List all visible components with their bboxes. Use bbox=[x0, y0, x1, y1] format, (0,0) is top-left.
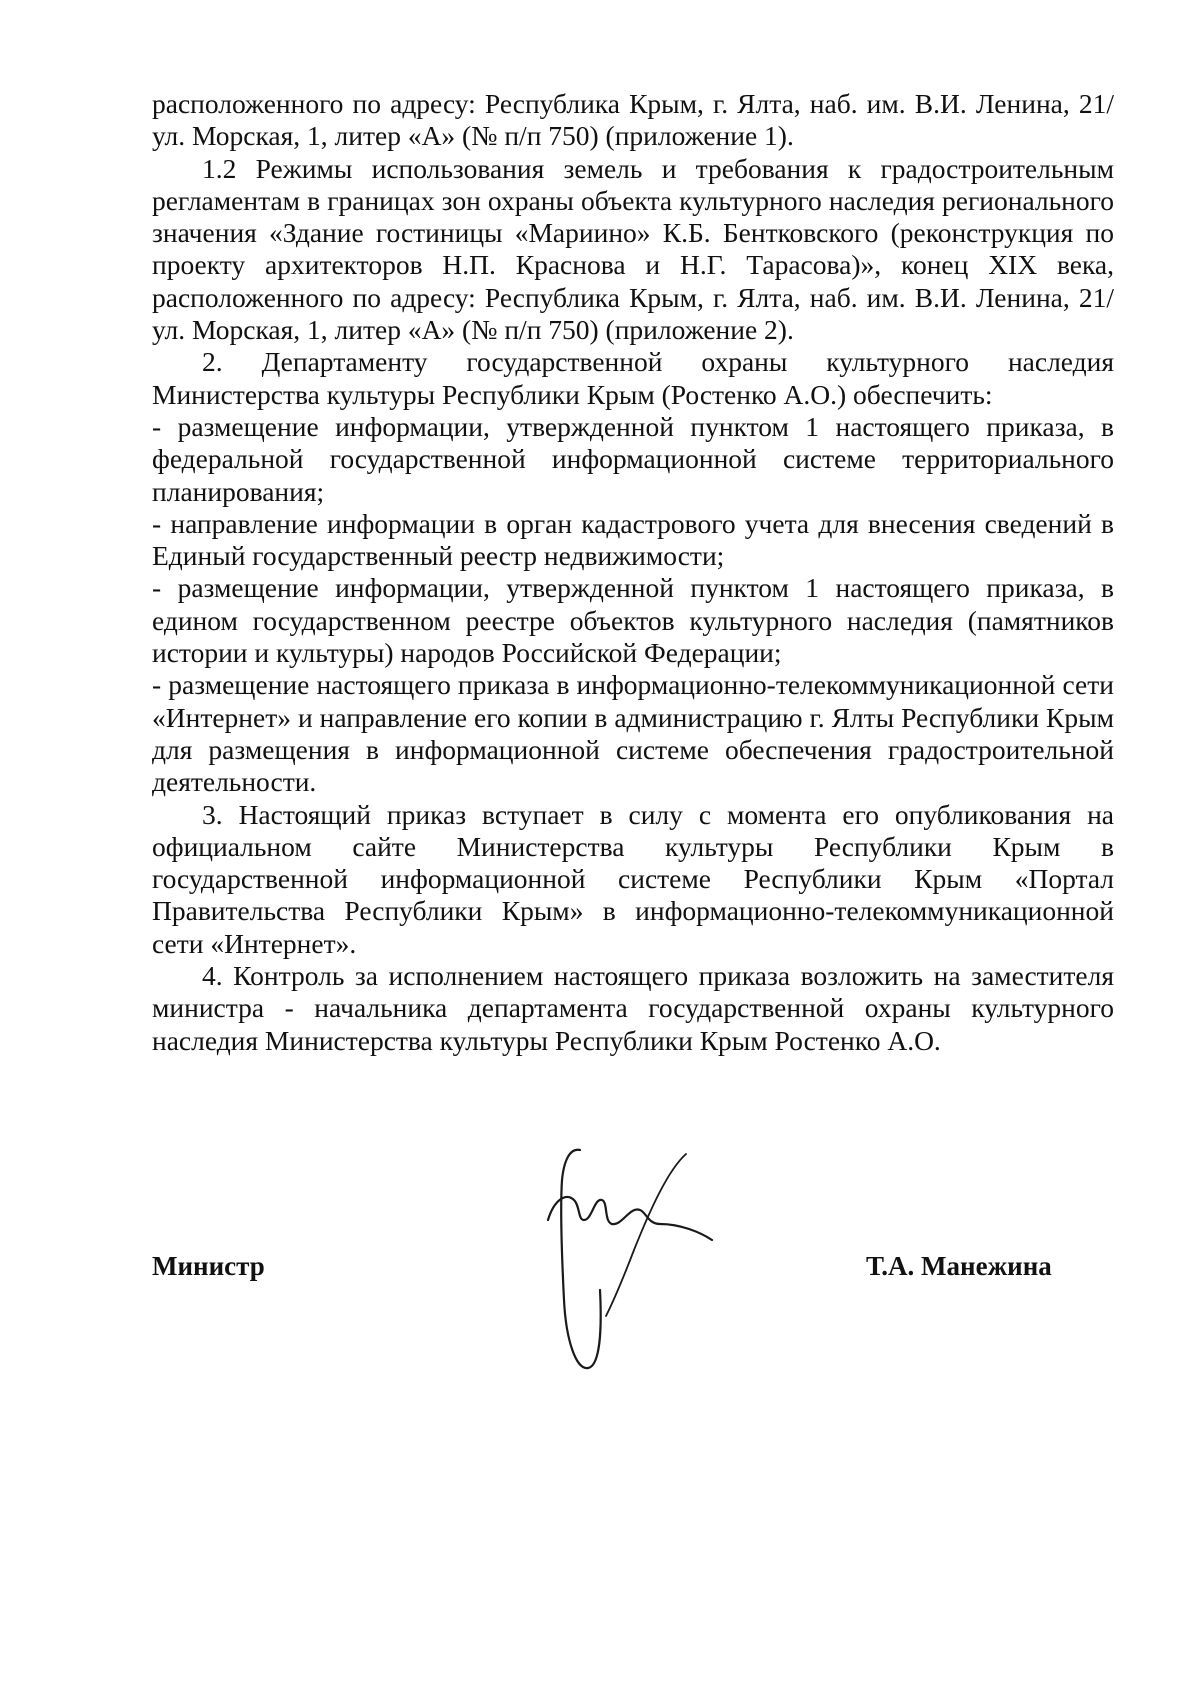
paragraph-4-control: 4. Контроль за исполнением настоящего приказа возложить на заместителя министра - начальника департамента государственной охраны культурного наследия Министерства культуры Республики Крым Ростенко А.О. bbox=[152, 960, 1114, 1056]
list-item-cadastral-registry: - направление информации в орган кадастрового учета для внесения сведений в Единый государственный реестр недвижимости; bbox=[152, 507, 1114, 572]
paragraph-3-entry-into-force: 3. Настоящий приказ вступает в силу с момента его опубликования на официальном сайте Министерства культуры Республики Крым в государственной информационной системе Республики Крым «Портал Правительства Республики Крым» в информационно-телекоммуникационной сети «Интернет». bbox=[152, 798, 1114, 959]
paragraph-address-continuation: расположенного по адресу: Республика Крым, г. Ялта, наб. им. В.И. Ленина, 21/ ул. Морская, 1, литер «А» (№ п/п 750) (приложение 1). bbox=[152, 88, 1114, 152]
paragraph-1-2-land-use-regimes: 1.2 Режимы использования земель и требования к градостроительным регламентам в границах зон охраны объекта культурного наследия регионального значения «Здание гостиницы «Мариино» К.Б. Бентковского (реконструкция по проекту архитекторов Н.П. Краснова и Н.Г. Тарасова)», конец XIX века, расположенного по адресу: Республика Крым, г. Ялта, наб. им. В.И. Ленина, 21/ ул. Морская, 1, литер «А» (№ п/п 750) (приложение 2). bbox=[152, 152, 1114, 346]
list-item-internet-publication: - размещение настоящего приказа в информационно-телекоммуникационной сети «Интернет» и направление его копии в администрацию г. Ялты Республики Крым для размещения в информационной системе обеспечения градостроительной деятельности. bbox=[152, 669, 1114, 798]
signatory-name: Т.А. Манежина bbox=[866, 1251, 1052, 1281]
list-item-heritage-registry: - размещение информации, утвержденной пунктом 1 настоящего приказа, в едином государственном реестре объектов культурного наследия (памятников истории и культуры) народов Российской Федерации; bbox=[152, 572, 1114, 669]
handwritten-signature bbox=[540, 1140, 730, 1380]
paragraph-2-department-duties: 2. Департаменту государственной охраны культурного наследия Министерства культуры Республики Крым (Ростенко А.О.) обеспечить: bbox=[152, 346, 1114, 410]
list-item-federal-system: - размещение информации, утвержденной пунктом 1 настоящего приказа, в федеральной государственной информационной системе территориального планирования; bbox=[152, 410, 1114, 507]
signatory-title: Министр bbox=[152, 1251, 265, 1281]
document-body bbox=[152, 88, 1114, 1057]
